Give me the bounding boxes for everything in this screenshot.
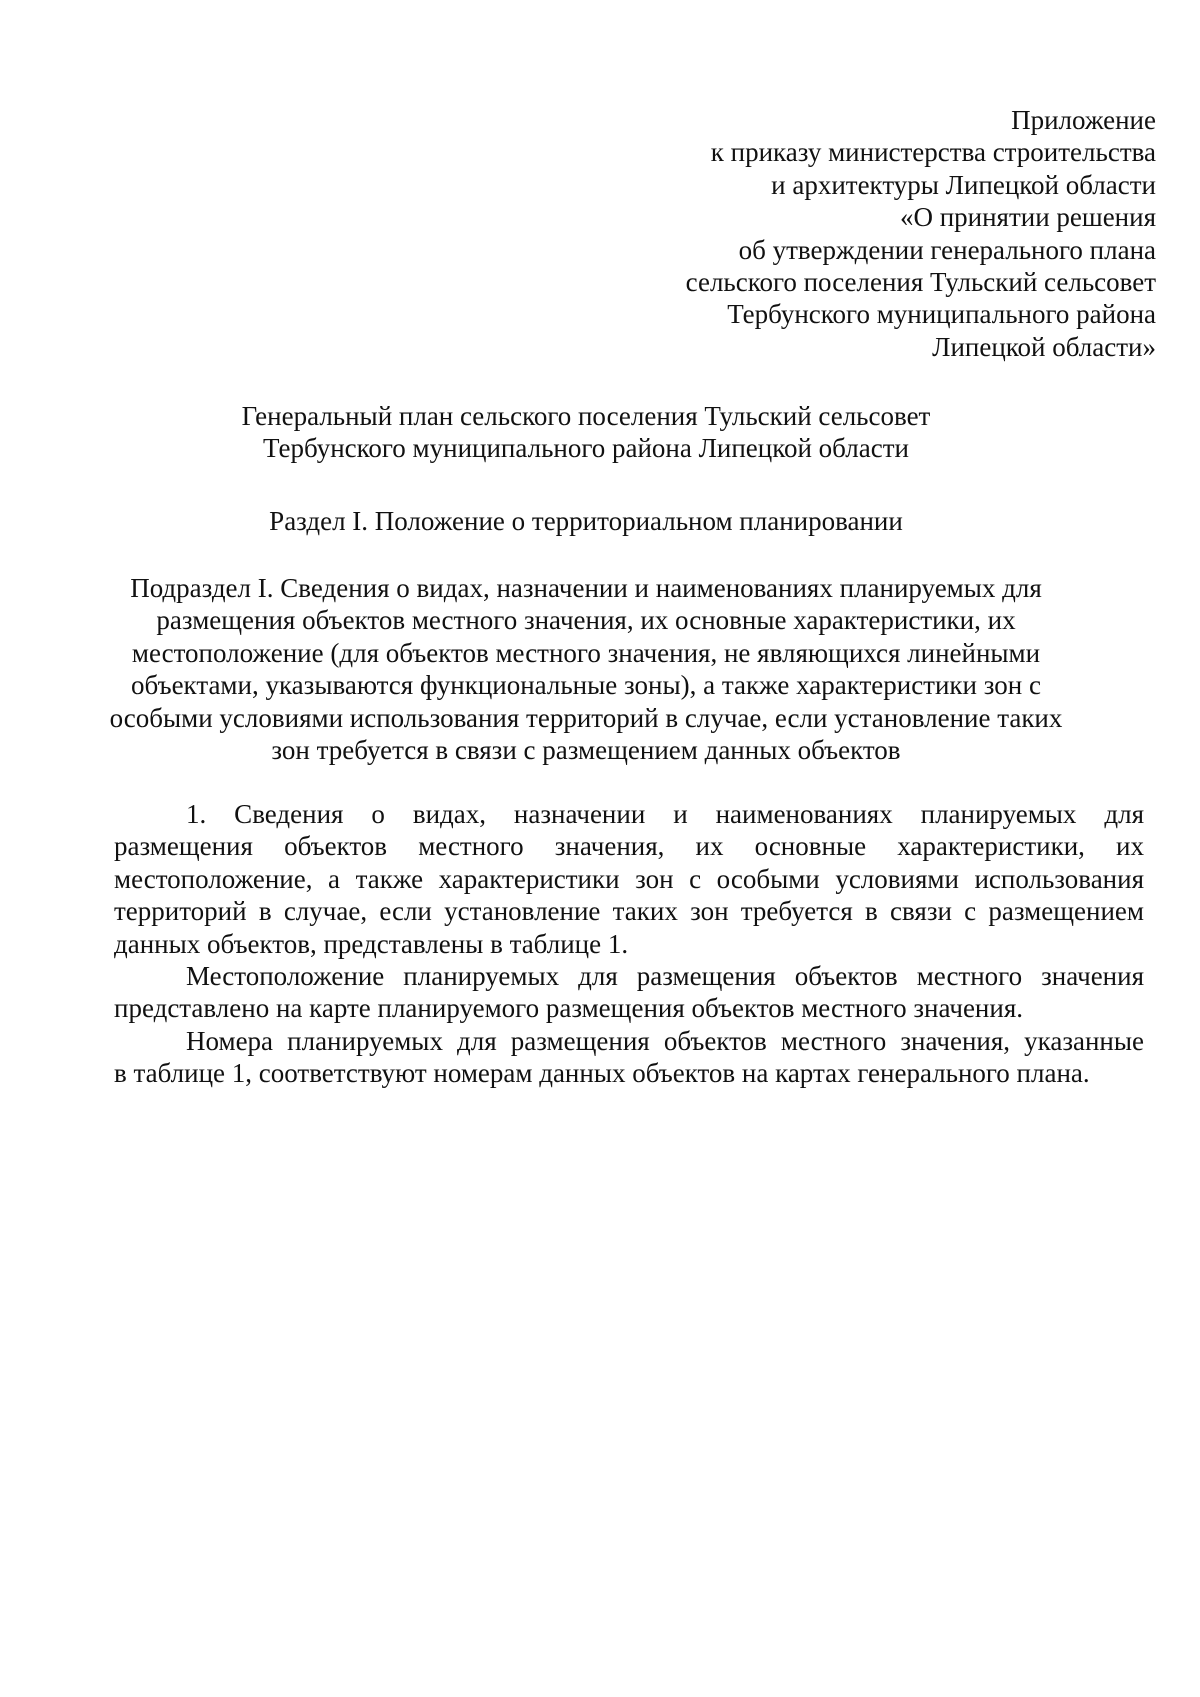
text-line: представлено на карте планируемого размещения объектов местного значения. xyxy=(114,993,1023,1024)
subsection-title-line: размещения объектов местного значения, их основные характеристики, их xyxy=(156,605,1016,636)
appendix-line: и архитектуры Липецкой области xyxy=(771,169,1156,200)
appendix-line: Приложение xyxy=(1011,105,1156,135)
text-line: территорий в случае, если установление таких зон требуется в связи с размещением xyxy=(114,896,1144,927)
paragraph-1 xyxy=(114,798,1144,960)
plan-title xyxy=(36,400,1136,465)
text-line: Местоположение планируемых для размещения объектов местного значения xyxy=(186,961,1144,992)
appendix-header xyxy=(456,104,1156,363)
section-title: Раздел I. Положение о территориальном планировании xyxy=(269,506,903,536)
text-line: размещения объектов местного значения, их основные характеристики, их xyxy=(114,831,1144,862)
text-line: в таблице 1, соответствуют номерам данных объектов на картах генерального плана. xyxy=(114,1058,1090,1089)
plan-title-line: Генеральный план сельского поселения Тульский сельсовет xyxy=(241,401,931,431)
paragraph-2 xyxy=(114,960,1144,1025)
text-line: местоположение, а также характеристики зон с особыми условиями использования xyxy=(114,863,1144,894)
appendix-line: Липецкой области» xyxy=(932,331,1156,362)
subsection-title-line: местоположение (для объектов местного значения, не являющихся линейными xyxy=(131,637,1041,668)
text-line: 1. Сведения о видах, назначении и наименованиях планируемых для xyxy=(186,799,1144,829)
text-line: Номера планируемых для размещения объектов местного значения, указанные xyxy=(186,1025,1144,1056)
appendix-line: об утверждении генерального плана xyxy=(738,234,1156,265)
subsection-title xyxy=(36,572,1136,766)
subsection-title-line: особыми условиями использования территорий в случае, если установление таких xyxy=(109,702,1063,733)
text-line: данных объектов, представлены в таблице 1. xyxy=(114,928,629,959)
paragraph-3 xyxy=(114,1025,1144,1090)
body-text xyxy=(114,798,1144,1090)
subsection-title-line: Подраздел I. Сведения о видах, назначении и наименованиях планируемых для xyxy=(130,573,1042,603)
appendix-line: Тербунского муниципального района xyxy=(727,299,1156,330)
appendix-line: сельского поселения Тульский сельсовет xyxy=(685,267,1156,298)
appendix-line: к приказу министерства строительства xyxy=(710,137,1156,168)
subsection-title-line: зон требуется в связи с размещением данных объектов xyxy=(271,735,901,766)
subsection-title-line: объектами, указываются функциональные зоны), а также характеристики зон с xyxy=(131,670,1041,701)
appendix-line: «О принятии решения xyxy=(899,202,1156,233)
plan-title-line: Тербунского муниципального района Липецкой области xyxy=(263,433,909,464)
